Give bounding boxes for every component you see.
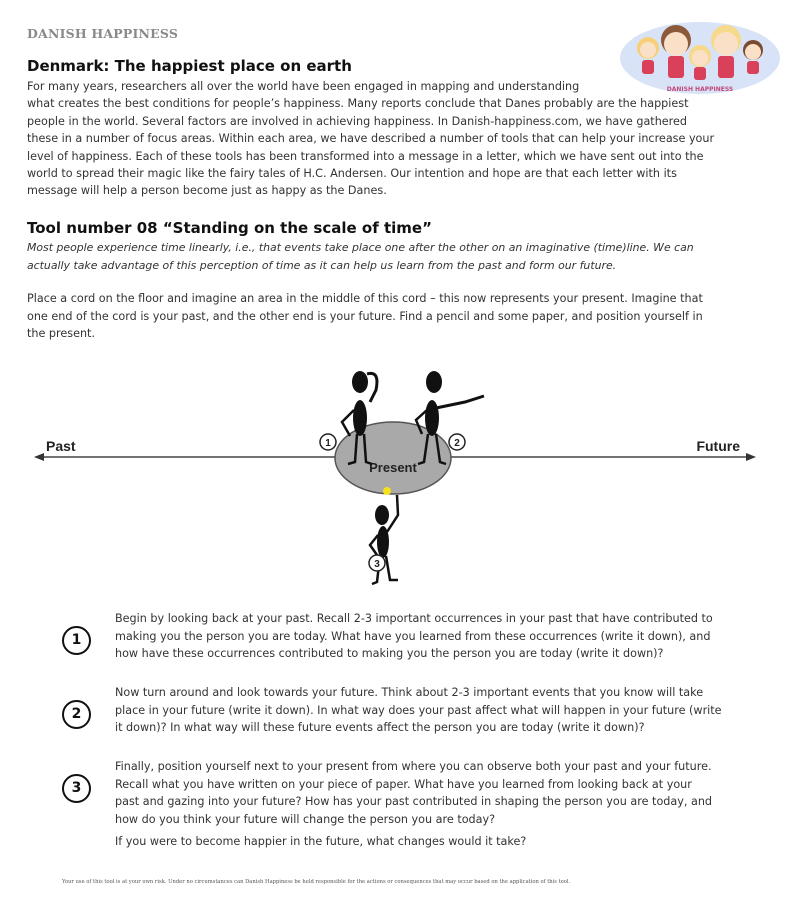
svg-text:2: 2 [454,438,460,449]
step-text [115,758,712,828]
step-line: Now turn around and look towards your future. Think about 2-3 important events that you know will take [115,686,704,699]
step-line: place in your future (write it down). In what way does your past affect what will happen in your future (write [115,703,722,717]
past-label: Past [46,438,76,454]
tool-instructions [27,290,703,343]
step-text [115,684,722,737]
step-number-badge: 3 [62,774,91,803]
marker-2 [449,434,465,450]
disclaimer: Your use of this tool is at your own risk. Under no circumstances can Danish Happiness be held responsible for the actions or consequences that may occur based on the application of this tool. [62,879,571,885]
step-line: making you the person you are today. What have you learned from these occurrences (write it down), and [115,629,711,643]
intro-line: what creates the best conditions for people’s happiness. Many reports conclude that Danes probably are the happiest [27,97,689,111]
instruction-line: Place a cord on the floor and imagine an area in the middle of this cord – this now represents your present. Imagine that [27,292,703,305]
intro-line: world to spread their magic like the fairy tales of H.C. Andersen. Our intention and hope are that each letter with its [27,167,677,181]
step-text [115,610,713,663]
step-line: how have these occurrences contributed to making you the person you are today (write it down)? [115,647,664,661]
intro-line: these in a number of focus areas. Within each area, we have described a number of tools that can help your increase your [27,132,715,146]
intro-body [27,78,772,200]
step-line: Finally, position yourself next to your present from where you can observe both your past and your future. [115,760,712,773]
instruction-line: one end of the cord is your past, and the other end is your future. Find a pencil and some paper, and position yourself in [27,309,703,323]
step-line: how do you think your future will change the person you are today? [115,812,496,826]
tool-title: Tool number 08 “Standing on the scale of time” [27,219,432,237]
step-2 [62,684,782,754]
lead-line: Most people experience time linearly, i.e., that events take place one after the other on an imaginative (time)line. We can [27,241,694,254]
logo-caption: DANISH HAPPINESS [666,86,734,93]
step-line: past and gazing into your future? How has your past contributed in shaping the person you are today, and [115,795,713,809]
step-3 [62,758,782,828]
instruction-line: the present. [27,327,95,341]
closing-question: If you were to become happier in the future, what changes would it take? [115,835,527,848]
step-line: Begin by looking back at your past. Recall 2-3 important occurrences in your past that have contributed to [115,612,713,625]
step-number-badge: 2 [62,700,91,729]
svg-text:3: 3 [374,559,380,570]
tool-lead [27,239,694,274]
step-1 [62,610,782,680]
intro-line: people in the world. Several factors are involved in achieving happiness. In Danish-happiness.com, we have gathered [27,114,688,128]
svg-text:1: 1 [325,438,331,449]
step-line: it down)? In what way will these future events affect the person you are today (write it down)? [115,721,645,735]
lightbulb-icon [383,487,391,495]
marker-1 [320,434,336,450]
step-number-badge: 1 [62,626,91,655]
timeline-diagram [20,360,780,590]
intro-line: level of happiness. Each of these tools has been transformed into a message in a letter, which we have sent out into the [27,149,704,163]
intro-line: message will help a person become just as happy as the Danes. [27,184,387,198]
future-arrow-icon [746,453,756,461]
intro-title: Denmark: The happiest place on earth [27,57,352,75]
steps-list [62,610,782,832]
future-label: Future [696,438,740,454]
marker-3 [369,555,385,571]
past-arrow-icon [34,453,44,461]
brand-header: DANISH HAPPINESS [27,26,179,41]
present-label: Present [369,460,417,475]
step-line: Recall what you have written on your piece of paper. What have you learned from looking back at your [115,777,692,791]
intro-line: For many years, researchers all over the world have been engaged in mapping and understanding [27,80,580,93]
lead-line: actually take advantage of this perception of time as it can help us learn from the past and form our future. [27,258,617,272]
